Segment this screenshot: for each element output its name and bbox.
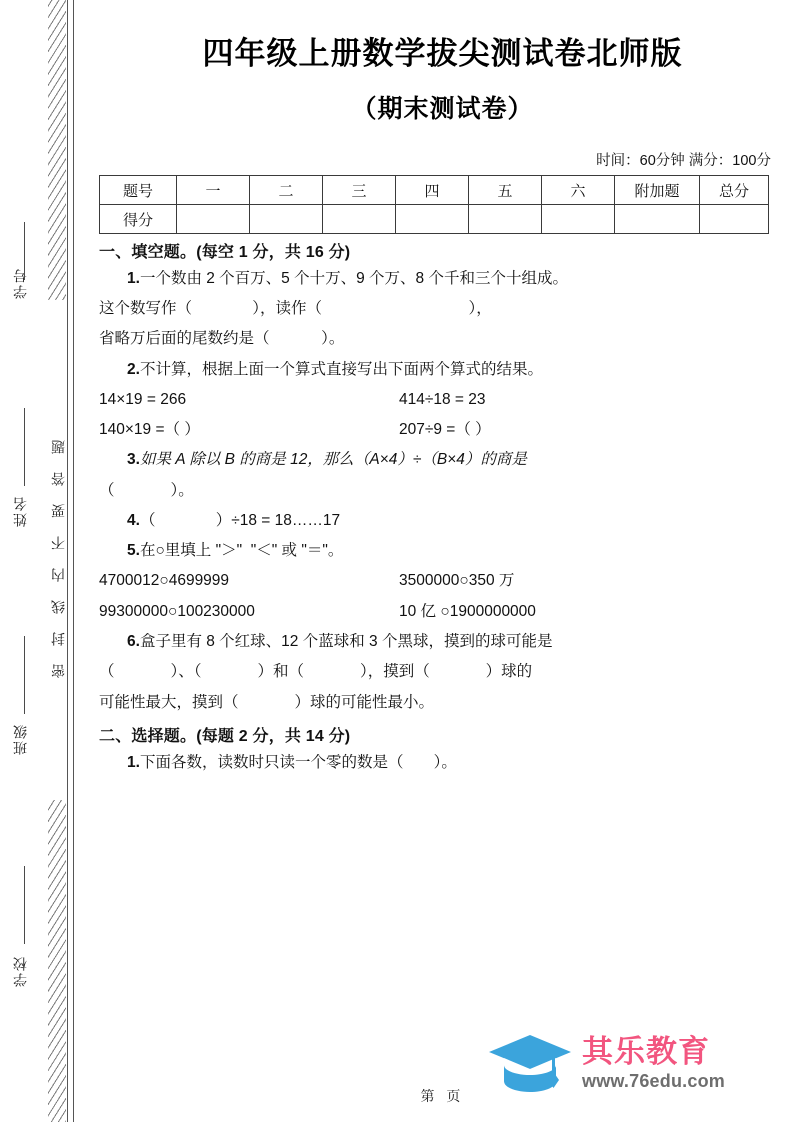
student-info-column — [10, 0, 44, 1122]
question-2-1 — [99, 355, 771, 385]
table-row-scores — [100, 205, 769, 234]
compare-99300000[interactable]: 99300000○100230000 — [99, 602, 255, 620]
question-3-1 — [99, 445, 771, 475]
question-number-2: 2. — [127, 360, 140, 378]
score-table-row-label-2: 得分 — [100, 205, 177, 234]
question-1-1 — [99, 264, 771, 294]
compare-10yi[interactable]: 10 亿 ○1900000000 — [399, 602, 536, 620]
question-6-text-1: 盒子里有 8 个红球、12 个蓝球和 3 个黑球，摸到的球可能是 — [139, 632, 553, 650]
student-field-rule-xuexiao — [24, 866, 25, 944]
question-5-1 — [99, 536, 771, 566]
section2-question-number-1: 1. — [127, 753, 140, 771]
score-cell-3[interactable] — [323, 205, 396, 234]
compare-4700012[interactable]: 4700012○4699999 — [99, 572, 230, 590]
score-table-col-4: 四 — [396, 176, 469, 205]
page-subtitle: （期末测试卷） — [351, 95, 534, 123]
question-3-text-1: 如果 A 除以 B 的商是 12，那么（A×4）÷（B×4）的商是 — [139, 451, 527, 469]
student-field-rule-banji — [24, 636, 25, 714]
brand-url: www.76edu.com — [582, 1071, 725, 1091]
table-row-header — [100, 176, 769, 205]
score-cell-2[interactable] — [250, 205, 323, 234]
score-cell-extra[interactable] — [615, 205, 700, 234]
score-table-col-3: 三 — [323, 176, 396, 205]
score-table-col-total: 总分 — [700, 176, 769, 205]
equation-140x19[interactable]: 140×19 =（ ） — [99, 421, 200, 439]
equation-414div18: 414÷18 = 23 — [399, 390, 486, 408]
score-cell-4[interactable] — [396, 205, 469, 234]
question-6-3[interactable]: 可能性最大，摸到（ ）球的可能性最小。 — [99, 693, 434, 711]
score-table — [99, 175, 769, 234]
question-6-1 — [99, 627, 771, 657]
section-heading-1: 一、填空题。(每空 1 分，共 16 分) — [99, 244, 351, 261]
score-table-col-1: 一 — [177, 176, 250, 205]
score-table-col-5: 五 — [469, 176, 542, 205]
page-title: 四年级上册数学拔尖测试卷北师版 — [202, 36, 683, 71]
question-5-text-1: 在○里填上 "＞" "＜" 或 "＝"。 — [139, 542, 344, 560]
brand-logo — [487, 1032, 725, 1094]
question-1-text-1: 一个数由 2 个百万、5 个十万、9 个万、8 个千和三个十组成。 — [139, 269, 568, 287]
score-cell-5[interactable] — [469, 205, 542, 234]
exam-meta-line: 时间：60分钟 满分：100分 — [596, 153, 771, 169]
question-1-2: 这个数写作（ ），读作（ ）， — [99, 300, 492, 318]
student-field-xuehao: 学号 — [12, 267, 28, 299]
score-cell-total[interactable] — [700, 205, 769, 234]
section2-question-1-text[interactable]: 下面各数，读数时只读一个零的数是（ ）。 — [139, 753, 457, 771]
question-number-5: 5. — [127, 542, 140, 560]
question-number-6: 6. — [127, 632, 140, 650]
section2-question-1 — [99, 748, 771, 778]
student-field-rule-xingming — [24, 408, 25, 486]
student-field-xuexiao: 学校 — [12, 955, 28, 987]
question-2-equations-row-2 — [99, 415, 771, 445]
question-6-2[interactable]: （ ）、（ ）和（ ），摸到（ ）球的 — [99, 663, 533, 681]
score-table-col-extra: 附加题 — [615, 176, 700, 205]
score-cell-6[interactable] — [542, 205, 615, 234]
question-4-text-1[interactable]: （ ）÷18 = 18……17 — [139, 511, 341, 529]
question-number-1: 1. — [127, 269, 140, 287]
question-3-2[interactable]: （ ）。 — [99, 481, 194, 499]
question-1-3: 省略万后面的尾数约是（ ）。 — [99, 330, 345, 348]
exam-sheet — [92, 0, 793, 1122]
seal-notice-text: 密封线内不要答题 — [48, 300, 67, 800]
student-field-rule-xuehao — [24, 222, 25, 280]
question-5-compare-row-2 — [99, 597, 771, 627]
graduation-cap-icon — [487, 1032, 573, 1094]
score-table-col-2: 二 — [250, 176, 323, 205]
equation-207div9[interactable]: 207÷9 =（ ） — [399, 421, 491, 439]
seal-margin — [0, 0, 92, 1122]
page-footer: 第 页 — [420, 1088, 465, 1104]
student-field-banji: 班级 — [12, 723, 28, 755]
seal-line-inner — [67, 0, 68, 1122]
student-field-xingming: 姓名 — [12, 495, 28, 527]
equation-14x19: 14×19 = 266 — [99, 390, 187, 408]
brand-name: 其乐教育 — [582, 1034, 710, 1069]
question-2-text-1: 不计算，根据上面一个算式直接写出下面两个算式的结果。 — [139, 360, 543, 378]
score-cell-1[interactable] — [177, 205, 250, 234]
compare-3500000[interactable]: 3500000○350 万 — [399, 572, 515, 590]
exam-content — [99, 245, 771, 778]
score-table-row-label-1: 题号 — [100, 176, 177, 205]
question-number-4: 4. — [127, 511, 140, 529]
score-table-col-6: 六 — [542, 176, 615, 205]
question-number-3: 3. — [127, 451, 140, 469]
question-5-compare-row-1 — [99, 566, 771, 596]
seal-line-outer — [73, 0, 74, 1122]
question-2-equations-row-1 — [99, 385, 771, 415]
question-4-1 — [99, 506, 771, 536]
section-heading-2: 二、选择题。(每题 2 分，共 14 分) — [99, 727, 351, 745]
